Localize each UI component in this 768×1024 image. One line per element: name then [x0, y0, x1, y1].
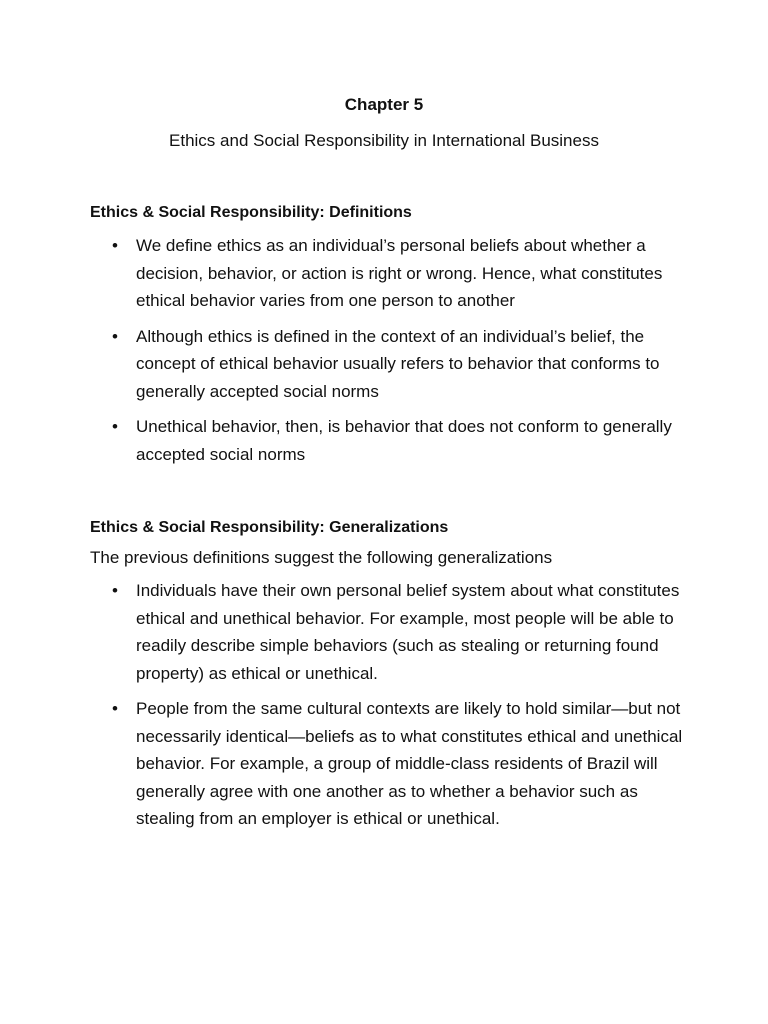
chapter-subtitle: Ethics and Social Responsibility in International Business: [169, 131, 599, 150]
bullet-item: [90, 413, 690, 468]
bullet-icon: •: [112, 326, 118, 346]
section-heading: Ethics & Social Responsibility: Definitions: [90, 204, 412, 221]
bullet-item: [90, 323, 690, 406]
bullet-text: People from the same cultural contexts are likely to hold similar—but not necessarily identical—beliefs as to what constitutes ethical and unethical behavior. For example, a group of middle-class residents of Brazil will generally agree with one another as to whether a behavior such as stealing from an employer is ethical or unethical.: [136, 699, 683, 828]
bullet-text: Although ethics is defined in the context of an individual’s belief, the concept of ethical behavior usually refers to behavior that conforms to generally accepted social norms: [136, 326, 660, 401]
bullet-icon: •: [112, 581, 118, 600]
bullet-list: [90, 577, 690, 833]
bullet-item: [90, 695, 690, 833]
bullet-item: [90, 577, 690, 687]
bullet-text: Individuals have their own personal belief system about what constitutes ethical and unethical behavior. For example, most people will be able to readily describe simple behaviors (such as stealing or returning found property) as ethical or unethical.: [136, 581, 680, 683]
bullet-icon: •: [112, 417, 118, 436]
section-intro: The previous definitions suggest the following generalizations: [90, 548, 553, 567]
section-generalizations: [90, 517, 690, 841]
chapter-title: Chapter 5: [344, 95, 424, 114]
bullet-item: [90, 232, 690, 315]
bullet-icon: •: [112, 236, 118, 255]
bullet-text: We define ethics as an individual’s personal beliefs about whether a decision, behavior, or action is right or wrong. Hence, what constitutes ethical behavior varies from one person to another: [136, 236, 663, 310]
bullet-list: [90, 232, 690, 468]
bullet-icon: •: [112, 699, 118, 718]
section-heading: Ethics & Social Responsibility: Generalizations: [90, 519, 449, 536]
section-definitions: [90, 202, 690, 476]
bullet-text: Unethical behavior, then, is behavior that does not conform to generally accepted social norms: [136, 417, 672, 464]
